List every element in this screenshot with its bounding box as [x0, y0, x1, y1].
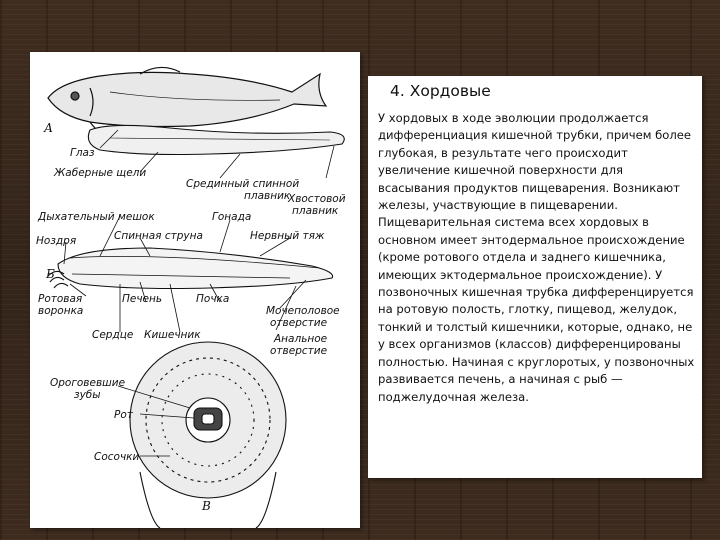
label-mouth: Рот: [114, 409, 133, 421]
label-oral-funnel-2: воронка: [38, 305, 84, 317]
label-liver: Печень: [122, 293, 163, 305]
label-respiratory-sac: Дыхательный мешок: [38, 211, 155, 223]
label-heart: Сердце: [92, 329, 134, 341]
label-notochord: Спинная струна: [114, 230, 203, 242]
label-papillae: Сосочки: [94, 451, 140, 463]
slide-body-text: У хордовых в ходе эволюции продолжается дифференциация кишечной трубки, причем более глубокая, в результате чего происходит увеличение кишечной поверхности для всасывания продуктов пищеварения. Возникают железы, участвующие в пищеварении. Пищеварительная система всех хордовых в основном имеет энтодермальное происхождение (кроме ротового отдела и заднего кишечника, имеющих эктодермальное происхождение). У позвоночных кишечная трубка дифференцируется на ротовую полость, глотку, пищевод, желудок, тонкий и толстый кишечники, которые, однако, не у всех организмов (классов) дифференцированы полностью. Начиная с круглоротых, у позвоночных развивается печень, а начиная с рыб — поджелудочная железа.: [378, 111, 695, 404]
label-tail-fin-1: Хвостовой: [288, 193, 346, 205]
label-horny-teeth-2: зубы: [74, 389, 101, 401]
label-urogenital-1: Мочеполовое: [266, 305, 340, 317]
lancelet-drawing: [48, 248, 333, 289]
anatomy-drawing: [30, 52, 360, 528]
label-dorsal-fin-2: плавник: [244, 190, 291, 202]
label-kidney: Почка: [196, 293, 230, 305]
label-gonad: Гонада: [212, 211, 252, 223]
panel-b-letter: Б: [46, 267, 55, 281]
panel-c-letter: В: [202, 499, 211, 513]
label-intestine: Кишечник: [144, 329, 201, 341]
panel-a-letter: А: [44, 121, 54, 135]
text-panel: [368, 76, 702, 478]
label-anus-1: Анальное: [274, 333, 328, 345]
label-oral-funnel-1: Ротовая: [38, 293, 83, 305]
larva-drawing: [88, 125, 344, 154]
label-gill-slits: Жаберные щели: [54, 167, 147, 179]
label-urogenital-2: отверстие: [270, 317, 328, 329]
label-nostril: Ноздря: [36, 235, 77, 247]
label-nerve-cord: Нервный тяж: [250, 230, 325, 242]
label-horny-teeth-1: Ороговевшие: [50, 377, 126, 389]
lamprey-anatomy-figure: [30, 52, 360, 528]
label-tail-fin-2: плавник: [292, 205, 339, 217]
label-anus-2: отверстие: [270, 345, 328, 357]
label-eye: Глаз: [70, 147, 95, 159]
label-dorsal-fin-1: Срединный спинной: [186, 178, 300, 190]
slide-title: 4. Хордовые: [390, 82, 491, 100]
